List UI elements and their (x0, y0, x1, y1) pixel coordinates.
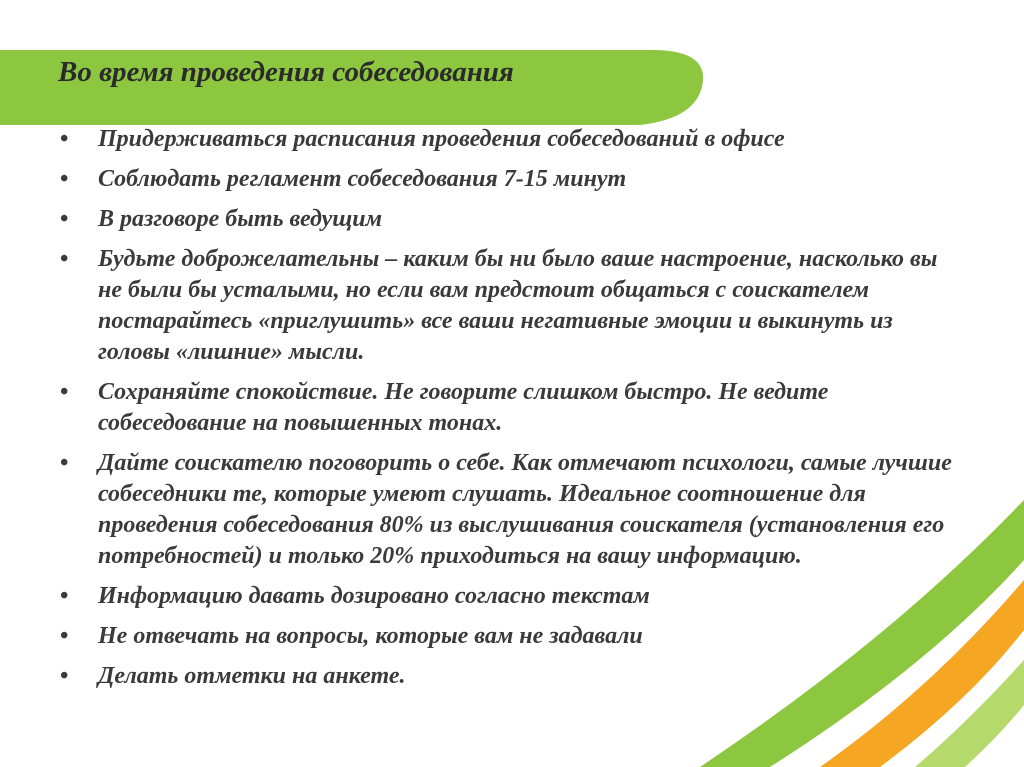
bullet-text: Придерживаться расписания проведения собеседований в офисе (98, 126, 785, 152)
bullet-text: В разговоре быть ведущим (98, 206, 383, 232)
bullet-marker: • (60, 126, 69, 152)
bullet-marker: • (60, 166, 69, 192)
bullet-item (58, 621, 958, 652)
bullet-text: Не отвечать на вопросы, которые вам не задавали (98, 623, 643, 649)
bullet-text: Делать отметки на анкете. (98, 663, 406, 689)
bullet-text: Информацию давать дозировано согласно текстам (98, 583, 650, 609)
bullet-marker: • (60, 379, 69, 405)
bullet-marker: • (60, 663, 69, 689)
bullet-marker: • (60, 583, 69, 609)
bullet-item (58, 377, 958, 439)
bullet-item (58, 164, 958, 195)
bullet-item (58, 448, 958, 572)
bullet-text: Сохраняйте спокойствие. Не говорите слишком быстро. Не ведите собеседование на повышенных тонах. (98, 379, 829, 436)
bullet-item (58, 124, 958, 155)
slide-title: Во время проведения собеседования (58, 56, 514, 88)
bullet-marker: • (60, 246, 69, 272)
bullet-marker: • (60, 206, 69, 232)
bullet-item (58, 204, 958, 235)
bullet-marker: • (60, 623, 69, 649)
bullet-text: Дайте соискателю поговорить о себе. Как отмечают психологи, самые лучшие собеседники те, которые умеют слушать. Идеальное соотношение для проведения собеседования 80% из выслушивания соискателя (установления его потребностей) и только 20% приходиться на вашу информацию. (98, 450, 952, 569)
bullet-item (58, 581, 958, 612)
bullet-item (58, 244, 958, 368)
bullet-marker: • (60, 450, 69, 476)
bullet-text: Соблюдать регламент собеседования 7-15 минут (98, 166, 627, 192)
bullet-list (58, 124, 958, 701)
bullet-item (58, 661, 958, 692)
bullet-text: Будьте доброжелательны – каким бы ни было ваше настроение, насколько вы не были бы усталыми, но если вам предстоит общаться с соискателем постарайтесь «приглушить» все ваши негативные эмоции и выкинуть из головы «лишние» мысли. (98, 246, 938, 365)
